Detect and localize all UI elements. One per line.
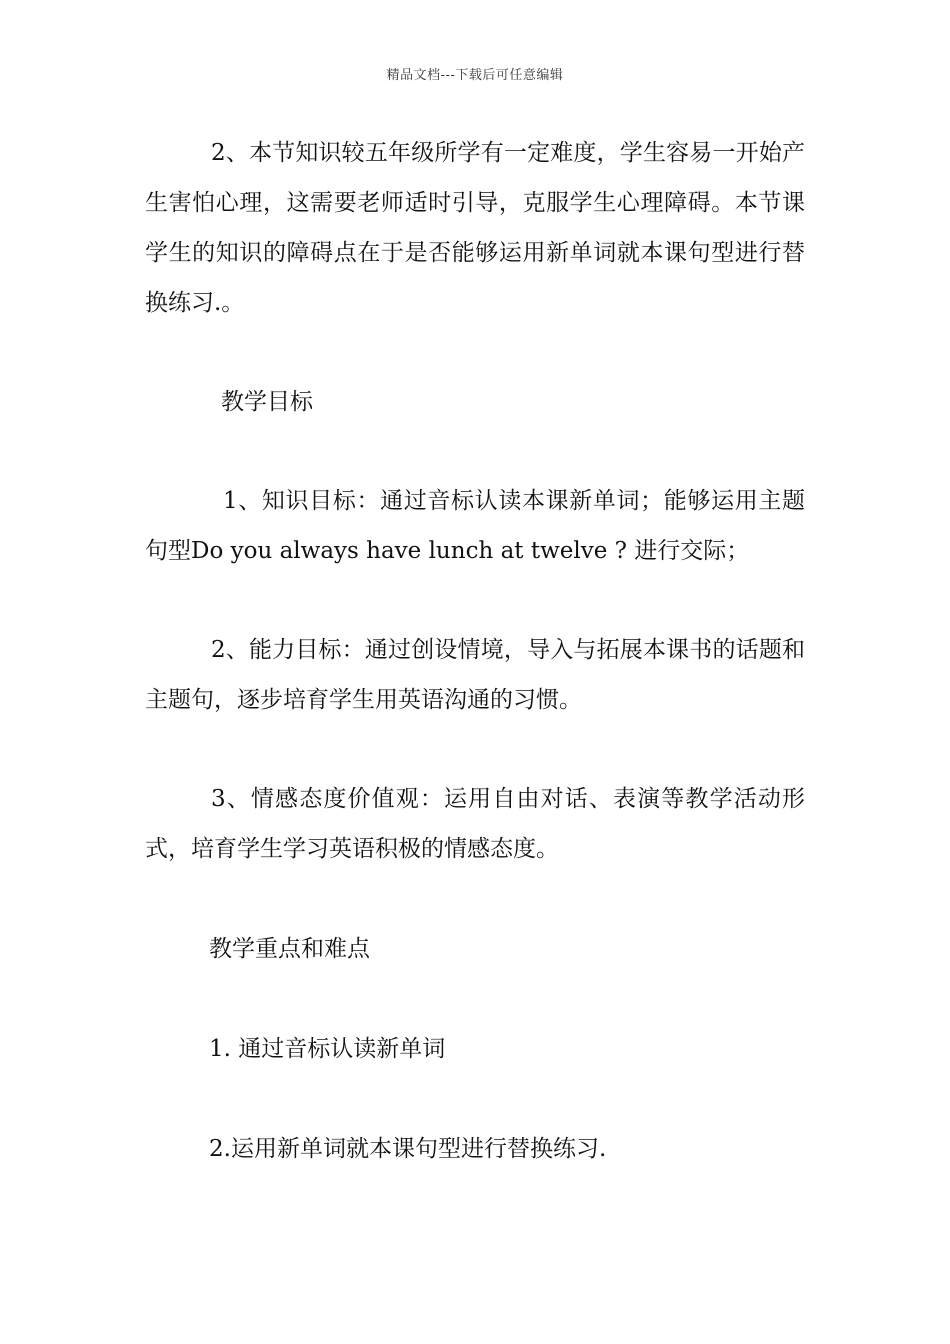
paragraph-goal-knowledge: 1、知识目标：通过音标认读本课新单词；能够运用主题句型Do you always have lunch at twelve ? 进行交际； bbox=[145, 488, 805, 564]
spacer bbox=[145, 328, 805, 377]
paragraph-goal-emotion: 3、情感态度价值观：运用自由对话、表演等教学活动形式，培育学生学习英语积极的情感态度。 bbox=[145, 786, 805, 862]
paragraph-goal-ability: 2、能力目标：通过创设情境，导入与拓展本课书的话题和主题句，逐步培育学生用英语沟通的习惯。 bbox=[145, 637, 805, 713]
heading-key-points: 教学重点和难点 bbox=[209, 936, 370, 962]
heading-teaching-goals: 教学目标 bbox=[221, 389, 313, 415]
page-header: 精品文档---下载后可任意编辑 bbox=[386, 68, 564, 83]
spacer bbox=[145, 576, 805, 625]
document-body bbox=[145, 128, 805, 1174]
list-item-2: 2.运用新单词就本课句型进行替换练习. bbox=[209, 1136, 607, 1162]
spacer bbox=[145, 427, 805, 476]
paragraph-difficulty: 2、本节知识较五年级所学有一定难度，学生容易一开始产生害怕心理，这需要老师适时引导，克服学生心理障碍。本节课学生的知识的障碍点在于是否能够运用新单词就本课句型进行替换练习.。 bbox=[145, 140, 805, 316]
spacer bbox=[145, 1074, 805, 1124]
list-item-1: 1. 通过音标认读新单词 bbox=[209, 1036, 446, 1062]
spacer bbox=[145, 725, 805, 774]
spacer bbox=[145, 974, 805, 1024]
spacer bbox=[145, 874, 805, 924]
